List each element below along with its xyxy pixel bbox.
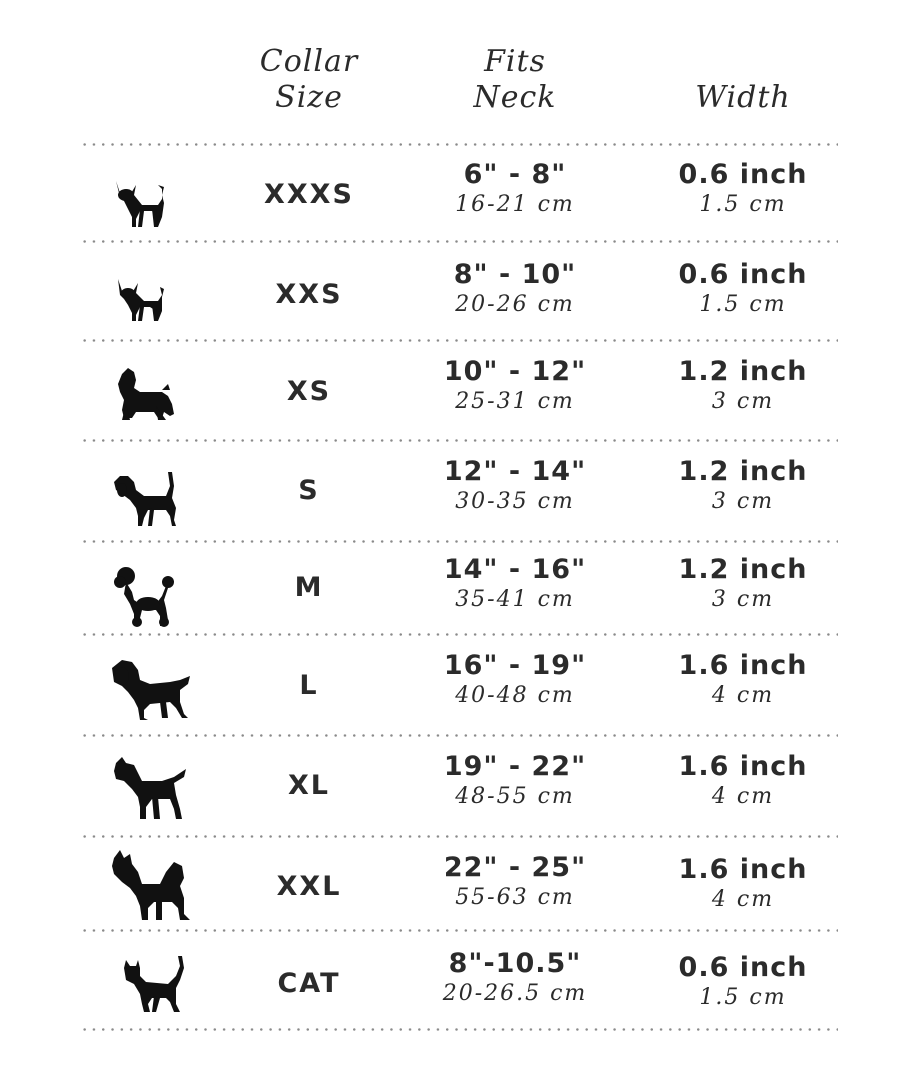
neck-cell [410,852,620,912]
golden-retriever-icon [100,652,196,732]
width-inches: 1.2 inch [678,456,808,487]
neck-cell [410,259,620,319]
size-row-xs [0,342,912,440]
width-cm: 1.5 cm [699,292,787,317]
neck-cm: 20-26.5 cm [442,981,588,1006]
neck-inches: 19" - 22" [443,751,587,782]
size-row-xxxs [0,145,912,243]
collar-size-value: XXXS [264,179,354,210]
width-inches: 1.6 inch [678,751,808,782]
neck-inches: 16" - 19" [443,650,587,681]
neck-inches: 22" - 25" [443,852,587,883]
cat-icon [100,946,196,1026]
collar-size-value: L [299,670,319,701]
collar-size-value: CAT [277,968,341,999]
neck-cell [410,356,620,416]
width-cell [640,456,846,516]
width-cell [640,554,846,614]
width-cell [640,356,846,416]
neck-cm: 20-26 cm [455,292,575,317]
collar-size-header-line2: Size [275,80,343,115]
width-cm: 3 cm [711,389,775,414]
collar-size-value: XXS [275,279,343,310]
width-inches: 1.2 inch [678,554,808,585]
neck-cm: 40-48 cm [455,683,575,708]
width-cm: 1.5 cm [699,192,787,217]
collar-size-value: M [294,572,324,603]
neck-inches: 10" - 12" [443,356,587,387]
width-cell [640,159,846,219]
collar-size-value: S [298,475,320,506]
collar-size-value: XXL [276,871,342,902]
neck-cell [410,948,620,1008]
beagle-icon [100,456,196,536]
width-cell [640,854,846,914]
size-row-l [0,636,912,734]
collar-size-header-line1: Collar [259,44,359,79]
neck-inches: 8" - 10" [453,259,577,290]
size-row-xl [0,737,912,835]
collar-size-value: XS [286,376,332,407]
width-cm: 4 cm [711,887,775,912]
width-cm: 1.5 cm [699,985,787,1010]
neck-inches: 6" - 8" [463,159,567,190]
size-row-s [0,442,912,540]
width-cell [640,650,846,710]
neck-inches: 8"-10.5" [448,948,582,979]
size-row-xxl [0,838,912,936]
pit-bull-icon [100,751,196,831]
width-inches: 1.2 inch [678,356,808,387]
neck-cm: 30-35 cm [455,489,575,514]
neck-cell [410,650,620,710]
width-inches: 0.6 inch [678,259,808,290]
neck-cm: 25-31 cm [455,389,575,414]
neck-cell [410,159,620,219]
width-cell [640,751,846,811]
neck-cm: 55-63 cm [455,885,575,910]
collar-size-value: XL [287,770,331,801]
neck-cell [410,456,620,516]
neck-cm: 48-55 cm [455,784,575,809]
neck-inches: 12" - 14" [443,456,587,487]
width-inches: 1.6 inch [678,854,808,885]
width-header-label: Width [695,80,791,115]
width-cm: 3 cm [711,489,775,514]
width-cm: 4 cm [711,784,775,809]
width-inches: 0.6 inch [678,952,808,983]
size-row-xxs [0,243,912,341]
neck-cell [410,554,620,614]
fits-neck-header-line1: Fits [484,44,546,79]
neck-cm: 16-21 cm [455,192,575,217]
size-row-m [0,542,912,640]
width-cm: 4 cm [711,683,775,708]
width-inches: 1.6 inch [678,650,808,681]
neck-cm: 35-41 cm [455,587,575,612]
collar-size-header [220,44,398,116]
size-row-cat [0,932,912,1030]
width-cell [640,952,846,1012]
chihuahua-small-icon [100,255,196,335]
akita-icon [100,848,196,928]
fits-neck-header [410,44,620,116]
fits-neck-header-line2: Neck [473,80,557,115]
width-inches: 0.6 inch [678,159,808,190]
neck-cell [410,751,620,811]
width-header [640,80,846,116]
chihuahua-icon [100,155,196,235]
width-cm: 3 cm [711,587,775,612]
width-cell [640,259,846,319]
yorkshire-terrier-icon [100,354,196,434]
poodle-icon [100,556,196,636]
neck-inches: 14" - 16" [443,554,587,585]
